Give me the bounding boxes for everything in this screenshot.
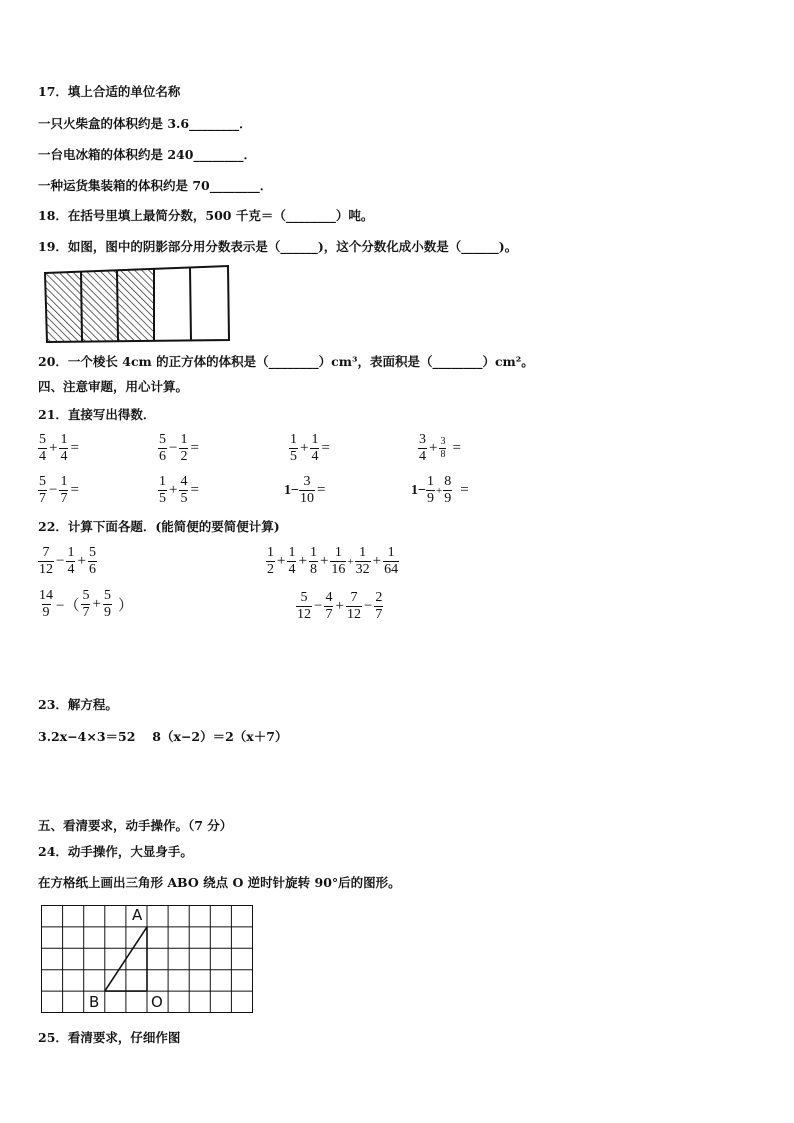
fraction: $\frac{8}{9}$ [444,474,452,506]
label-b: B [89,993,100,1011]
fraction: $\frac{1}{32}$ [355,545,370,577]
fraction: $\frac{1}{5}$ [290,432,297,464]
fraction: $\frac{2}{7}$ [375,590,383,622]
fraction: $\frac{1}{64}$ [384,545,399,577]
fraction: $\frac{1}{8}$ [309,545,317,577]
label-o: O [151,993,163,1011]
grid-paper-figure [40,904,256,1016]
fraction: $\frac{3}{8}$ [440,436,446,460]
fraction: $\frac{1}{16}$ [331,545,346,577]
fraction: $\frac{1}{9}$ [426,474,434,506]
fraction: $\frac{1}{4}$ [311,432,319,464]
q22-expr-4: $\frac{5}{12}$ − $\frac{4}{7}$ + $\frac{7}{12}$ − $\frac{2}{7}$ [297,590,383,622]
fraction: $\frac{1}{7}$ [60,474,68,506]
q21-item-4: $\frac{3}{4}$ + $\frac{3}{8}$ = [419,432,461,464]
fraction: $\frac{5}{7}$ [39,474,46,506]
fraction: $\frac{1}{2}$ [180,432,188,464]
q21-item-1: $\frac{5}{4}$ + $\frac{1}{4}$ = [39,432,79,464]
q22-title: 22．计算下面各题．(能简便的要简便计算) [38,519,280,534]
q17-line3: 一种运货集装箱的体积约是 70________． [38,178,273,193]
fraction: $\frac{1}{5}$ [159,474,166,506]
q22-expr-3: $\frac{14}{9}$ −（ $\frac{5}{7}$ + $\frac{5}{9}$ ） [39,588,133,620]
fraction: $\frac{5}{6}$ [159,432,166,464]
fraction: $\frac{4}{7}$ [325,590,333,622]
q21-item-5: $\frac{5}{7}$ − $\frac{1}{7}$ = [39,474,79,506]
q21-item-7: 1− $\frac{3}{10}$ = [284,474,326,506]
fraction: $\frac{1}{2}$ [267,545,274,577]
fraction: $\frac{7}{12}$ [39,545,53,577]
fraction: $\frac{5}{9}$ [103,588,111,620]
q23-equations: 3.2x−4×3＝52 8（x−2）＝2（x＋7） [38,729,288,744]
fraction: $\frac{7}{12}$ [346,590,361,622]
q21-item-6: $\frac{1}{5}$ + $\frac{4}{5}$ = [159,474,199,506]
fraction: $\frac{5}{6}$ [88,545,96,577]
q21-item-2: $\frac{5}{6}$ − $\frac{1}{2}$ = [159,432,199,464]
fraction: $\frac{5}{7}$ [82,588,90,620]
q24-title: 24．动手操作，大显身手。 [38,844,193,859]
q22-expr-1: $\frac{7}{12}$ − $\frac{1}{4}$ + $\frac{5}{6}$ [39,545,96,577]
q17-line1: 一只火柴盒的体积约是 3.6________． [38,116,252,131]
q17-line2: 一台电冰箱的体积约是 240________． [38,147,256,162]
fraction: $\frac{1}{4}$ [67,545,75,577]
q21-title: 21．直接写出得数． [38,407,156,422]
fraction: $\frac{1}{4}$ [288,545,296,577]
fraction: $\frac{5}{4}$ [39,432,46,464]
q21-item-8: 1− $\frac{1}{9}$ + $\frac{8}{9}$ = [411,474,469,506]
q23-title: 23．解方程。 [38,697,118,712]
q20-text: 20．一个棱长 4cm 的正方体的体积是（________）cm³，表面积是（________）cm²。 [38,354,534,369]
section4-title: 四、注意审题，用心计算。 [38,379,189,394]
fraction: $\frac{4}{5}$ [180,474,188,506]
q21-item-3: $\frac{1}{5}$ + $\frac{1}{4}$ = [290,432,330,464]
q18-text: 18．在括号里填上最简分数，500 千克＝（________）吨。 [38,208,374,223]
q22-expr-2: $\frac{1}{2}$ + $\frac{1}{4}$ + $\frac{1}{8}$ + $\frac{1}{16}$ + $\frac{1}{32}$ + $\frac{1}{64}$ [267,545,399,577]
q25-title: 25．看清要求，仔细作图 [38,1030,181,1045]
label-a: A [132,906,143,924]
fraction: $\frac{5}{12}$ [297,590,311,622]
q19-text: 19．如图，图中的阴影部分用分数表示是（______)，这个分数化成小数是（______)。 [38,239,518,254]
q24-instruction: 在方格纸上画出三角形 ABO 绕点 O 逆时针旋转 90°后的图形。 [38,875,401,890]
shaded-rectangle-figure [44,265,230,343]
q17-title: 17．填上合适的单位名称 [38,84,181,99]
fraction: $\frac{1}{4}$ [60,432,68,464]
fraction: $\frac{3}{10}$ [299,474,314,506]
section5-title: 五、看清要求，动手操作。（7 分） [38,818,233,833]
fraction: $\frac{14}{9}$ [39,588,53,620]
fraction: $\frac{3}{4}$ [419,432,426,464]
